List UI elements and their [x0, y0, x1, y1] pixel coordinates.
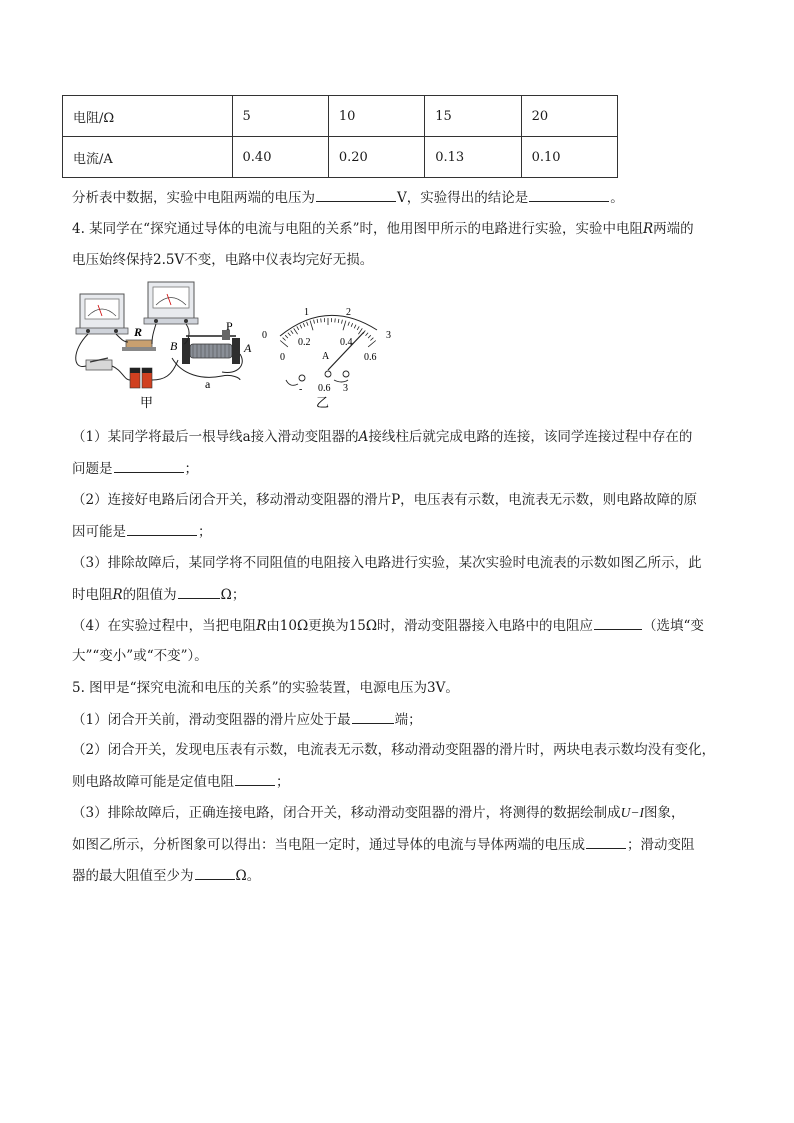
table-row: [63, 137, 618, 178]
q4-part4-line1: [72, 615, 732, 636]
answer-blank[interactable]: [127, 521, 197, 536]
q5-text: 图象，: [643, 805, 685, 821]
q4-text: 接线柱后就完成电路的连接，该同学连接过程中存在的: [368, 429, 693, 445]
scale-bottom-0.2: 0.2: [298, 337, 311, 348]
dial-tick: [343, 321, 346, 331]
q4-var: A: [358, 429, 369, 445]
q4-text: Ω；: [220, 587, 246, 603]
dial-tick: [366, 333, 369, 336]
dial-tick: [283, 338, 286, 341]
battery-icon: [130, 368, 152, 388]
q4-var: R: [256, 618, 267, 634]
answer-blank[interactable]: [114, 458, 184, 473]
dial-tick: [338, 319, 339, 323]
dial-tick: [321, 318, 322, 322]
q5-text: 则电路故障可能是定值电阻: [72, 774, 234, 790]
q4-text: （1）某同学将最后一根导线a接入滑动变阻器的: [72, 429, 359, 445]
dial-tick: [357, 326, 359, 330]
answer-blank[interactable]: [178, 584, 220, 599]
dial-tick: [294, 328, 298, 334]
q4-part4-line2: 大”“变小”或“不变”）。: [72, 648, 208, 664]
scale-bottom-0.6: 0.6: [364, 352, 377, 363]
q4-text: 时电阻: [72, 587, 113, 603]
dial-tick: [297, 326, 299, 330]
scale-top-0: 0: [262, 330, 267, 341]
q4-part3-line2: [72, 584, 732, 605]
dial-tick: [368, 341, 376, 347]
q5-text: ；滑动变阻: [627, 837, 695, 853]
dial-tick: [370, 338, 373, 341]
scale-top-1: 1: [304, 307, 309, 318]
q4-part3-line1: （3）排除故障后，某同学将不同阻值的电阻接入电路进行实验，某次实验时电流表的示数如图乙所示，此: [72, 555, 702, 571]
dial-tick: [310, 321, 313, 331]
q3-unit: V: [397, 190, 407, 206]
q3-text: 分析表中数据，实验中电阻两端的电压为: [72, 190, 315, 206]
resistance-current-table: [62, 95, 618, 178]
answer-blank[interactable]: [529, 187, 609, 202]
q5-part2-line2: [72, 771, 732, 792]
q4-part1-line2: [72, 458, 732, 479]
q4-text: 的阻值为: [122, 587, 177, 603]
answer-blank[interactable]: [352, 709, 394, 724]
q5-text: 器的最大阻值至少为: [72, 868, 194, 884]
dial-tick: [342, 320, 343, 324]
label-a: a: [205, 377, 211, 391]
q4-text: 问题是: [72, 461, 113, 477]
dial-tick: [317, 319, 318, 323]
voltmeter-icon: [76, 294, 128, 334]
dial-tick: [358, 328, 362, 334]
q5-stem: 5. 图甲是“探究电流和电压的关系”的实验装置，电源电压为3V。: [72, 680, 459, 696]
q5-text: ；: [276, 774, 290, 790]
table-cell: 0.40: [232, 137, 328, 178]
table-cell: 0.10: [521, 137, 617, 178]
q4-text: ；: [184, 461, 198, 477]
q4-text: 由10Ω更换为15Ω时，滑动变阻器接入电路中的电阻应: [266, 618, 594, 634]
dial-tick: [288, 333, 291, 336]
label-A: A: [244, 341, 252, 355]
table-row-header: 电阻/Ω: [63, 96, 233, 137]
q4-stem-line-1: [72, 219, 732, 239]
q5-part1: [72, 709, 732, 730]
q5-text: （3）排除故障后，正确连接电路，闭合开关，移动滑动变阻器的滑片，将测得的数据绘制成: [72, 805, 621, 821]
table-cell: 0.13: [425, 137, 521, 178]
switch-icon: [86, 358, 112, 370]
answer-blank[interactable]: [316, 187, 396, 202]
q5-text: 如图乙所示，分析图象可以得出：当电阻一定时，通过导体的电流与导体两端的电压成: [72, 837, 585, 853]
dial-tick: [335, 318, 336, 322]
dial-tick: [368, 335, 371, 338]
q4-stem-line-2: 电压始终保持2.5V不变，电路中仪表均完好无损。: [72, 252, 374, 268]
q4-part2-line1: （2）连接好电路后闭合开关，移动滑动变阻器的滑片P，电压表有示数，电流表无示数，则电路故障的原: [72, 492, 698, 508]
terminal-3: 3: [343, 383, 348, 394]
q5-text: Ω。: [235, 868, 261, 884]
q4-text: 两端的: [653, 221, 694, 237]
q5-text: 端；: [394, 712, 422, 728]
dial-tick: [348, 322, 349, 326]
table-cell: 0.20: [328, 137, 424, 178]
table-row: [63, 96, 618, 137]
q3-text: ，实验得出的结论是: [406, 190, 529, 206]
scale-bottom-0: 0: [280, 352, 285, 363]
q5-part3-line3: [72, 865, 732, 886]
answer-blank[interactable]: [235, 771, 275, 786]
q5-part2-line1: （2）闭合开关，发现电压表有示数，电流表无示数，移动滑动变阻器的滑片时，两块电表示数均没有变化，: [72, 742, 716, 758]
meter-unit: A: [322, 351, 330, 362]
dial-tick: [303, 323, 305, 327]
scale-top-3: 3: [386, 330, 391, 341]
dial-tick: [291, 331, 293, 334]
dial-tick: [351, 323, 353, 327]
terminal-minus: -: [299, 384, 303, 395]
q5-part3-line1: [72, 803, 732, 823]
rheostat-icon: [182, 330, 240, 364]
q4-text: （选填“变: [643, 618, 704, 634]
label-P: P: [226, 319, 233, 333]
scale-top-2: 2: [346, 307, 351, 318]
table-cell: 15: [425, 96, 521, 137]
answer-blank[interactable]: [594, 615, 642, 630]
label-B: B: [170, 339, 178, 353]
caption-yi: 乙: [316, 395, 330, 410]
q4-text: （4）在实验过程中，当把电阻: [72, 618, 257, 634]
answer-blank[interactable]: [195, 865, 235, 880]
q5-text: （1）闭合开关前，滑动变阻器的滑片应处于最: [72, 712, 351, 728]
table-cell: 5: [232, 96, 328, 137]
label-R: R: [134, 325, 143, 339]
caption-jia: 甲: [140, 395, 154, 410]
ammeter-icon: [144, 282, 198, 324]
q3-text: 。: [610, 190, 624, 206]
q3-analysis-line: [72, 187, 732, 208]
dial-tick: [285, 335, 288, 338]
answer-blank[interactable]: [586, 834, 626, 849]
dial-tick: [314, 320, 315, 324]
q4-text: 因可能是: [72, 524, 126, 540]
table-row-header: 电流/A: [63, 137, 233, 178]
table-cell: 20: [521, 96, 617, 137]
dial-tick: [354, 325, 356, 329]
q5-part3-line2: [72, 834, 732, 855]
q5-var: U−I: [620, 805, 644, 820]
q4-var: R: [642, 221, 654, 237]
q4-text: ；: [198, 524, 212, 540]
q4-part1-line1: [72, 427, 732, 447]
dial-tick: [300, 325, 302, 329]
circuit-figure: [72, 280, 412, 410]
q4-part2-line2: [72, 521, 732, 542]
dial-tick: [307, 322, 308, 326]
table-cell: 10: [328, 96, 424, 137]
scale-bottom-0.4: 0.4: [340, 337, 353, 348]
terminal-0.6: 0.6: [318, 383, 331, 394]
q4-var: R: [112, 587, 123, 603]
q4-text: 4. 某同学在“探究通过导体的电流与电阻的关系”时，他用图甲所示的电路进行实验，实验中电阻: [72, 221, 643, 237]
dial-tick: [280, 341, 288, 347]
